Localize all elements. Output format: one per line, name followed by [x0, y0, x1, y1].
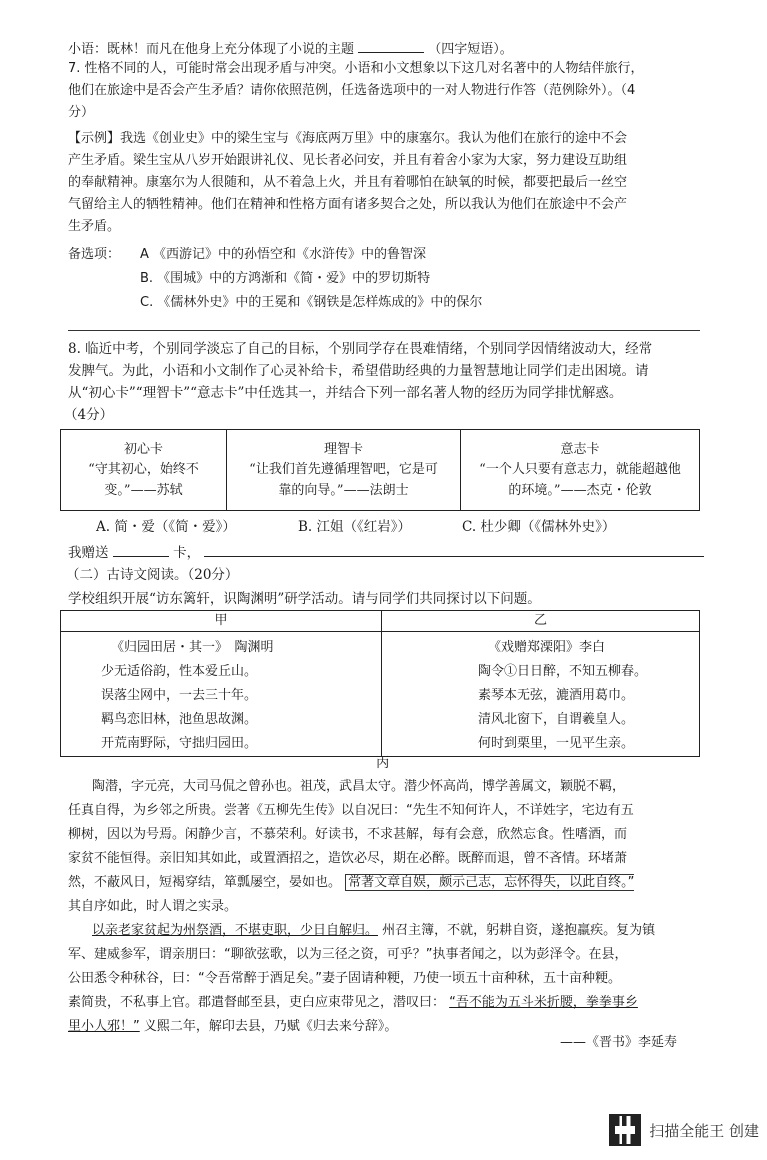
- bing-underlined-sentence-2b: 里小人邪！”: [68, 1019, 140, 1034]
- bing-underlined-sentence-2a: “吾不能为五斗米折腰，拳拳事乡: [449, 995, 638, 1010]
- card-lizhi: [227, 430, 461, 511]
- poem-yi-body: [382, 632, 700, 757]
- bing-line-4: 家贫不能恒得。亲旧知其如此，或置酒招之，造饮必尽，期在必醉。既醉而退，曾不吝情。环堵萧: [68, 851, 628, 866]
- poem-jia-title: 《归园田居・其一》 陶渊明: [111, 640, 274, 655]
- card-chuxin-title: 初心卡: [123, 442, 163, 457]
- q7-line-2: 他们在旅途中是否会产生矛盾？请你依照范例，任选备选项中的一对人物进行作答（范例除外）。（4: [68, 83, 636, 98]
- poem-jia-line-4: 开荒南野际，守拙归园田。: [101, 736, 258, 751]
- q8-card-blank[interactable]: [113, 542, 169, 557]
- q6-hint: （四字短语）。: [428, 42, 513, 57]
- poems-table: [60, 610, 700, 757]
- bing-line-7-rest: 州召主簿，不就，躬耕自资，遂抱羸疾。复为镇: [382, 923, 656, 938]
- card-yizhi-text-1: “一个人只要有意志力，就能超越他: [479, 462, 681, 477]
- q8-choice-c: C. 杜少卿（《儒林外史》）: [462, 519, 616, 535]
- q8-line-1: 8. 临近中考，个别同学淡忘了自己的目标，个别同学存在畏难情绪，个别同学因情绪波动大，经常: [68, 341, 653, 357]
- poem-yi-label: 乙: [533, 613, 547, 628]
- q8-choice-a: A. 简・爱（《简・爱》）: [96, 519, 236, 535]
- q7-example-line-5: 生矛盾。: [68, 219, 121, 234]
- passage-bing-label: 丙: [376, 755, 390, 771]
- bing-line-2: 任真自得，为乡邻之所贵。尝著《五柳先生传》以自况曰：“先生不知何许人，不详姓字，宅边有五: [68, 803, 634, 818]
- bing-line-11-rest: 义熙二年，解印去县，乃赋《归去来兮辞》。: [143, 1019, 398, 1034]
- poem-jia-header: [61, 611, 382, 632]
- q8-choice-b: B. 江姐（《红岩》）: [298, 519, 412, 535]
- poem-jia-line-3: 羁鸟恋旧林，池鱼思故渊。: [101, 712, 258, 727]
- card-lizhi-text-2: 靠的向导。”——法朗士: [278, 483, 409, 498]
- q8-line-2: 发脾气。为此，小语和小文制作了心灵补给卡，希望借助经典的力量智慧地让同学们走出困境。请: [68, 363, 649, 379]
- bing-line-5-text: 然，不蔽风日，短褐穿结，箪瓢屡空，晏如也。: [68, 875, 342, 890]
- section2-heading: （二）古诗文阅读。（20分）: [66, 567, 239, 583]
- card-yizhi-title: 意志卡: [560, 442, 600, 457]
- q7-option-a: A 《西游记》中的孙悟空和《水浒传》中的鲁智深: [140, 247, 427, 262]
- q7-example-line-4: 气留给主人的牺牲精神。他们在精神和性格方面有诸多契合之处，所以我认为他们在旅途中不会产: [68, 197, 628, 212]
- bing-bracketed-sentence: 常著文章自娱，颇示己志，忘怀得失，以此自终。”: [345, 874, 634, 891]
- card-chuxin-text-2: 变。”——苏轼: [104, 483, 183, 498]
- bing-source: ——《晋书》李延寿: [560, 1035, 678, 1050]
- scanner-watermark-text: 扫描全能王 创建: [649, 1121, 759, 1140]
- q7-line-3: 分）: [68, 105, 95, 120]
- poem-yi-line-4: 何时到栗里，一见平生亲。: [478, 736, 635, 751]
- q7-example-line-3: 的奉献精神。康塞尔为人很随和，从不着急上火，并且有着哪怕在缺氧的时候，都要把最后一丝空: [68, 175, 628, 190]
- q8-cards-table: [60, 429, 700, 511]
- poem-yi-header: [382, 611, 700, 632]
- q7-example-line-1: 【示例】我选《创业史》中的梁生宝与《海底两万里》中的康塞尔。我认为他们在旅行的途中不会: [68, 131, 628, 146]
- q7-answer-rule: [68, 330, 700, 331]
- poem-yi-line-2: 素琴本无弦，漉酒用葛巾。: [478, 688, 635, 703]
- bing-line-6: 其自序如此，时人谓之实录。: [68, 899, 238, 914]
- qr-code-icon: [609, 1114, 641, 1146]
- q7-example-line-2: 产生矛盾。梁生宝从八岁开始跟讲礼仪、见长者必问安，并且有着舍小家为大家，努力建设互助组: [68, 153, 628, 168]
- q6-tail-text: 小语：既林！而凡在他身上充分体现了小说的主题: [68, 42, 355, 57]
- card-yizhi-text-2: 的环境。”——杰克・伦敦: [508, 483, 652, 498]
- q8-answer-prefix: 我赠送: [68, 545, 109, 561]
- q6-answer-blank[interactable]: [358, 38, 424, 53]
- card-lizhi-text-1: “让我们首先遵循理智吧，它是可: [249, 462, 438, 477]
- poem-jia-label: 甲: [214, 613, 228, 628]
- bing-line-5: [68, 874, 634, 892]
- poem-jia-line-1: 少无适俗韵，性本爱丘山。: [101, 664, 258, 679]
- bing-line-11: [68, 1018, 397, 1036]
- q7-option-c: C. 《儒林外史》中的王冕和《钢铁是怎样炼成的》中的保尔: [140, 295, 483, 310]
- q7-line-1: 7. 性格不同的人，可能时常会出现矛盾与冲突。小语和小文想象以下这几对名著中的人物结伴旅行，: [68, 61, 644, 76]
- q8-reason-blank[interactable]: [204, 542, 704, 557]
- q8-points: （4分）: [64, 407, 114, 423]
- q8-line-3: 从“初心卡”“理智卡”“意志卡”中任选其一，并结合下列一部名著人物的经历为同学排忧解惑。: [68, 385, 623, 401]
- q8-answer-mid: 卡，: [173, 545, 201, 561]
- bing-line-8: 军、建威参军，谓亲朋曰：“聊欲弦歌，以为三径之资，可乎？”执事者闻之，以为彭泽令。在县，: [68, 947, 628, 962]
- bing-line-10: [68, 994, 638, 1012]
- poem-yi-title: 《戏赠郑溧阳》李白: [488, 640, 606, 655]
- q7-option-b: B. 《围城》中的方鸿渐和《简・爱》中的罗切斯特: [140, 271, 431, 286]
- poem-yi-line-1: 陶令①日日醉，不知五柳春。: [478, 664, 648, 679]
- bing-line-3: 柳树，因以为号焉。闲静少言，不慕荣利。好读书，不求甚解，每有会意，欣然忘食。性嗜酒，而: [68, 827, 628, 842]
- poem-jia-line-2: 误落尘网中，一去三十年。: [101, 688, 258, 703]
- card-lizhi-title: 理智卡: [323, 442, 363, 457]
- bing-underlined-sentence-1: 以亲老家贫起为州祭酒，不堪吏职，少日自解归。: [92, 923, 379, 938]
- card-chuxin: [61, 430, 227, 511]
- scanner-watermark: [609, 1114, 759, 1146]
- q6-tail-line: [68, 38, 513, 59]
- poem-yi-line-3: 清风北窗下，自谓羲皇人。: [478, 712, 635, 727]
- bing-line-1: 陶潜，字元亮，大司马侃之曾孙也。祖茂，武昌太守。潜少怀高尚，博学善属文，颖脱不羁，: [92, 779, 626, 794]
- section2-intro: 学校组织开展“访东篱轩，识陶渊明”研学活动。请与同学们共同探讨以下问题。: [68, 591, 541, 607]
- bing-line-7: [92, 922, 655, 940]
- bing-line-10-text: 素简贵，不私事上官。郡遣督邮至县，吏白应束带见之，潜叹曰：: [68, 995, 446, 1010]
- bing-line-9: 公田悉令种秫谷，曰：“令吾常醉于酒足矣。”妻子固请种粳，乃使一顷五十亩种秫，五十亩种粳。: [68, 971, 621, 986]
- card-yizhi: [461, 430, 700, 511]
- poem-jia-body: [61, 632, 382, 757]
- q7-options-label: 备选项：: [68, 247, 121, 262]
- card-chuxin-text-1: “守其初心，始终不: [88, 462, 199, 477]
- q8-answer-line: [68, 542, 704, 562]
